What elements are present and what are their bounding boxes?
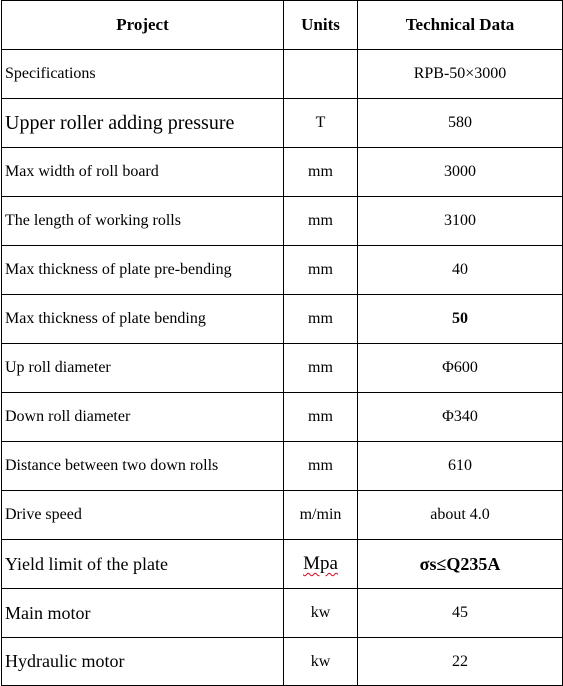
row-parameter: Drive speed — [2, 491, 284, 540]
row-unit: T — [284, 99, 358, 148]
table-row — [2, 344, 563, 393]
table-row — [2, 295, 563, 344]
row-value: 3000 — [358, 148, 563, 197]
table-row — [2, 393, 563, 442]
row-value: 3100 — [358, 197, 563, 246]
table-row — [2, 148, 563, 197]
row-parameter: Up roll diameter — [2, 344, 284, 393]
row-unit: mm — [284, 442, 358, 491]
row-value: 50 — [358, 295, 563, 344]
row-value: 45 — [358, 589, 563, 638]
table-row — [2, 246, 563, 295]
header-row — [2, 1, 563, 50]
row-value: Φ340 — [358, 393, 563, 442]
row-parameter: Max thickness of plate bending — [2, 295, 284, 344]
row-unit: mm — [284, 148, 358, 197]
table-row — [2, 99, 563, 148]
row-value: 610 — [358, 442, 563, 491]
row-value: Φ600 — [358, 344, 563, 393]
row-unit: kw — [284, 638, 358, 686]
row-unit — [284, 540, 358, 589]
row-unit: kw — [284, 589, 358, 638]
specification-table — [1, 0, 563, 686]
row-parameter: Down roll diameter — [2, 393, 284, 442]
row-parameter: Main motor — [2, 589, 284, 638]
table-row — [2, 491, 563, 540]
row-unit — [284, 50, 358, 99]
table-row — [2, 638, 563, 686]
row-parameter: Max width of roll board — [2, 148, 284, 197]
row-value: σs≤Q235A — [358, 540, 563, 589]
table-row — [2, 50, 563, 99]
row-parameter: Hydraulic motor — [2, 638, 284, 686]
table-row — [2, 442, 563, 491]
row-value: about 4.0 — [358, 491, 563, 540]
row-value: 580 — [358, 99, 563, 148]
header-technical-data: Technical Data — [358, 1, 563, 50]
row-value: 40 — [358, 246, 563, 295]
table-row — [2, 197, 563, 246]
spellcheck-underlined-unit: Mpa — [303, 553, 338, 574]
row-unit: mm — [284, 344, 358, 393]
row-parameter: Max thickness of plate pre-bending — [2, 246, 284, 295]
row-parameter: The length of working rolls — [2, 197, 284, 246]
row-unit: m/min — [284, 491, 358, 540]
row-unit: mm — [284, 246, 358, 295]
row-unit: mm — [284, 393, 358, 442]
row-unit: mm — [284, 197, 358, 246]
header-project: Project — [2, 1, 284, 50]
row-parameter: Distance between two down rolls — [2, 442, 284, 491]
row-parameter: Yield limit of the plate — [2, 540, 284, 589]
row-value: RPB-50×3000 — [358, 50, 563, 99]
header-units: Units — [284, 1, 358, 50]
row-parameter: Upper roller adding pressure — [2, 99, 284, 148]
row-unit: mm — [284, 295, 358, 344]
table-row — [2, 589, 563, 638]
table-row — [2, 540, 563, 589]
row-parameter: Specifications — [2, 50, 284, 99]
row-value: 22 — [358, 638, 563, 686]
